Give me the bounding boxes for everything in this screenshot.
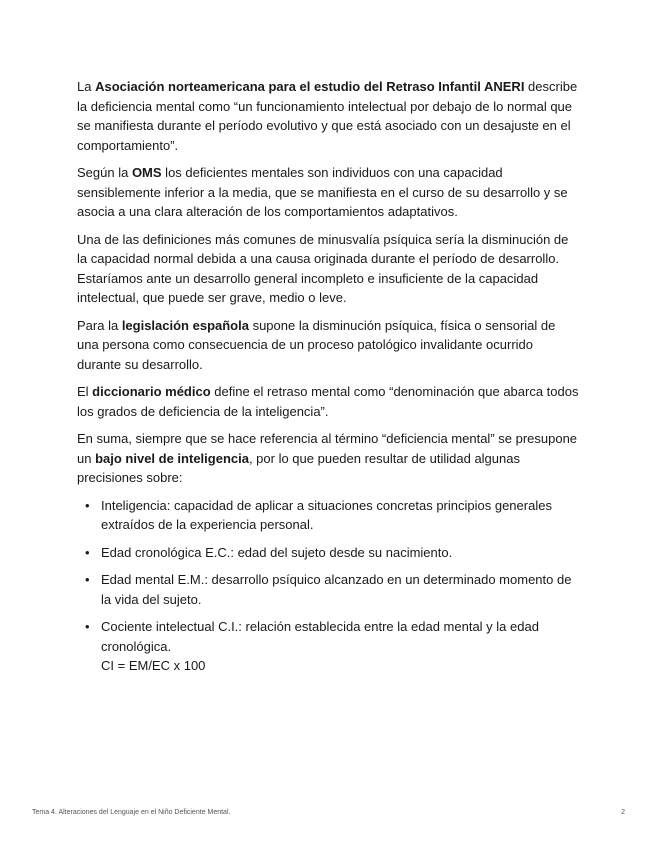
text-segment: , por lo que pueden resultar de utilidad algunas precisiones sobre: bbox=[77, 450, 520, 485]
list-item bbox=[85, 570, 580, 609]
bold-term: diccionario médico bbox=[92, 384, 211, 399]
text-segment: La bbox=[77, 79, 96, 94]
text-segment: supone la disminución psíquica, física o sensorial de una persona como consecuencia de un proceso patológico invalidante ocurrido durante su desarrollo. bbox=[77, 317, 556, 372]
paragraph-legislacion bbox=[77, 316, 580, 375]
text-segment: En suma, siempre que se hace referencia al término “deficiencia mental” se presupone un bbox=[77, 431, 578, 466]
list-item-text: CI = EM/EC x 100 bbox=[101, 658, 206, 673]
list-item-text: Inteligencia: capacidad de aplicar a situaciones concretas principios generales extraídos de la experiencia personal. bbox=[101, 497, 552, 532]
page-number: 2 bbox=[621, 809, 625, 816]
text-segment: los deficientes mentales son individuos con una capacidad sensiblemente inferior a la media, que se manifiesta en el curso de su desarrollo y se asocia a una clara alteración de los comportamientos adaptativos. bbox=[77, 165, 568, 219]
list-item-text: Edad mental E.M.: desarrollo psíquico alcanzado en un determinado momento de la vida del sujeto. bbox=[101, 572, 572, 607]
text-segment: El bbox=[77, 384, 93, 399]
text-segment: Una de las definiciones más comunes de minusvalía psíquica sería la disminución de la capacidad normal debida a una causa originada durante el período de desarrollo. Estaríamos ante un desarrollo general incompleto e insuficiente de la capacidad intelectual, que puede ser grave, medio o leve. bbox=[77, 231, 569, 305]
paragraph-aneri bbox=[77, 77, 580, 155]
list-item-text: Edad cronológica E.C.: edad del sujeto desde su nacimiento. bbox=[101, 544, 453, 560]
bold-term: OMS bbox=[131, 165, 162, 180]
bullet-icon: • bbox=[85, 619, 90, 634]
bullet-icon: • bbox=[85, 572, 90, 587]
paragraph-minusvalia bbox=[77, 230, 580, 308]
paragraph-en-suma bbox=[77, 429, 580, 488]
text-segment: Para la bbox=[77, 317, 122, 333]
bold-term: Asociación norteamericana para el estudio del Retraso Infantil ANERI bbox=[95, 79, 525, 94]
bullet-list bbox=[77, 496, 580, 676]
paragraph-oms bbox=[77, 163, 580, 222]
list-item bbox=[85, 496, 580, 535]
list-item bbox=[85, 617, 580, 676]
text-segment: define el retraso mental como “denominación que abarca todos los grados de deficiencia de la inteligencia”. bbox=[77, 384, 579, 419]
paragraph-diccionario bbox=[77, 382, 580, 421]
bold-term: legislación española bbox=[121, 317, 249, 333]
text-segment: describe la deficiencia mental como “un funcionamiento intelectual por debajo de lo normal que se manifiesta durante el período evolutivo y que está asociado con un desajuste en el comportamiento”. bbox=[77, 79, 578, 153]
document-body bbox=[77, 77, 580, 684]
list-item bbox=[85, 543, 580, 563]
text-segment: Según la bbox=[77, 165, 132, 180]
list-item-text: Cociente intelectual C.I.: relación establecida entre la edad mental y la edad cronológica. bbox=[101, 619, 539, 654]
bold-term: bajo nivel de inteligencia bbox=[95, 450, 249, 466]
footer-title: Tema 4. Alteraciones del Lenguaje en el Niño Deficiente Mental. bbox=[32, 809, 231, 816]
page-footer bbox=[32, 809, 625, 816]
bullet-icon: • bbox=[85, 544, 90, 560]
bullet-icon: • bbox=[85, 497, 90, 513]
paragraphs bbox=[77, 77, 580, 488]
